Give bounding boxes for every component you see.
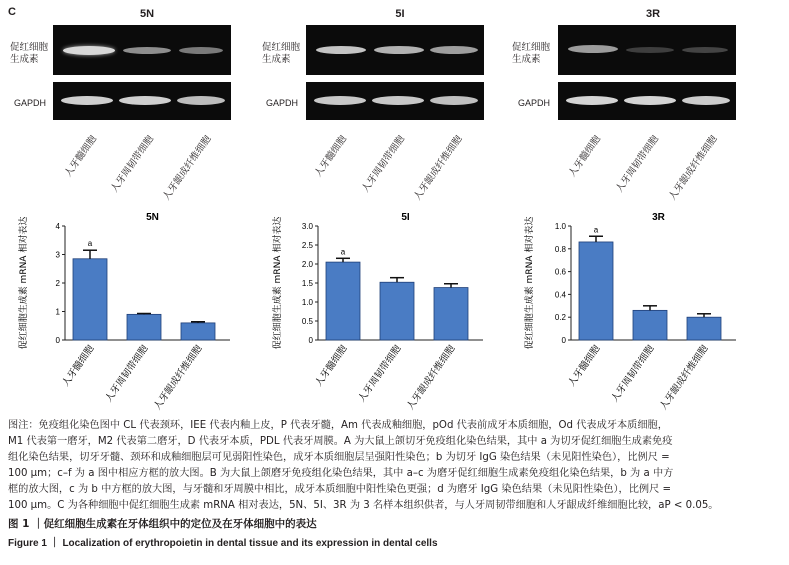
y-axis-label: 促红细胞生成素 mRNA 相对表达 bbox=[273, 216, 283, 350]
y-tick-label: 1.0 bbox=[301, 298, 313, 307]
legend-line: 组化染色结果，切牙牙髓、颈环和成釉细胞层可见弱阳性染色，成牙本质细胞层呈强阳性染色；b 为切牙 IgG 染色结果（未见阳性染色），比例尺 = bbox=[8, 452, 670, 463]
gel-row1-label: 促红细胞 生成素 bbox=[262, 42, 301, 65]
y-tick-label: 0.6 bbox=[554, 267, 566, 277]
panel-letter: C bbox=[8, 6, 16, 18]
y-axis-label: 促红细胞生成素 mRNA 相对表达 bbox=[525, 216, 535, 350]
y-tick-label: 2 bbox=[55, 279, 60, 288]
y-tick-label: 3.0 bbox=[301, 222, 313, 231]
gel-category-label: 人牙龈成纤维细胞 bbox=[160, 133, 214, 203]
bar bbox=[434, 288, 468, 340]
gel-category-label: 人牙髓细胞 bbox=[313, 133, 350, 179]
chart-title: 5N bbox=[146, 212, 159, 223]
y-tick-label: 2.5 bbox=[301, 241, 313, 250]
bar bbox=[633, 310, 667, 340]
y-axis-label: 促红细胞生成素 mRNA 相对表达 bbox=[19, 216, 29, 350]
legend-line: 100 μm。C 为各种细胞中促红细胞生成素 mRNA 相对表达，5N、5I、3R 为 3 名样本组织供者，与人牙周韧带细胞和人牙龈成纤维细胞比较，aP < 0.05。 bbox=[8, 500, 719, 511]
y-tick-label: 4 bbox=[55, 222, 60, 231]
bar bbox=[380, 282, 414, 340]
gel-row1-label: 促红细胞 生成素 bbox=[10, 42, 49, 65]
chart-title: 3R bbox=[652, 212, 665, 223]
legend-line: 100 μm；c–f 为 a 图中相应方框的放大图。B 为大鼠上颌磨牙免疫组化染色结果，其中 a–c 为磨牙促红细胞生成素免疫组化染色结果，b 为 a 中方 bbox=[8, 468, 674, 479]
y-tick-label: 0.8 bbox=[554, 244, 566, 254]
category-label: 人牙龈成纤维细胞 bbox=[151, 343, 205, 412]
significance-label: a bbox=[340, 247, 346, 257]
bar bbox=[326, 262, 360, 340]
y-tick-label: 0.4 bbox=[554, 290, 566, 300]
category-label: 人牙髓细胞 bbox=[60, 343, 97, 389]
y-tick-label: 1.0 bbox=[554, 222, 566, 231]
y-tick-label: 0 bbox=[55, 336, 60, 345]
figure-caption-en: Figure 1 ｜ Localization of erythropoietin in dental tissue and its expression in dental cells bbox=[8, 538, 438, 549]
figure-caption-cn: 图 1 ｜促红细胞生成素在牙体组织中的定位及在牙体细胞中的表达 bbox=[8, 518, 317, 530]
bar bbox=[181, 323, 215, 340]
category-label: 人牙髓细胞 bbox=[313, 343, 350, 389]
bar bbox=[127, 314, 161, 340]
y-tick-label: 0.5 bbox=[301, 317, 313, 326]
category-label: 人牙龈成纤维细胞 bbox=[657, 343, 711, 412]
y-tick-label: 2.0 bbox=[301, 260, 313, 269]
category-label: 人牙周韧带细胞 bbox=[609, 343, 657, 405]
gel-category-label: 人牙周韧带细胞 bbox=[109, 133, 157, 195]
category-label: 人牙龈成纤维细胞 bbox=[404, 343, 458, 412]
legend-line: 图注：免疫组化染色图中 CL 代表颈环，IEE 代表内釉上皮，P 代表牙髓，Am 代表成釉细胞，pOd 代表前成牙本质细胞，Od 代表成牙本质细胞， bbox=[8, 420, 668, 431]
gel-row2-label: GAPDH bbox=[14, 98, 47, 108]
gel-category-label: 人牙龈成纤维细胞 bbox=[411, 133, 465, 203]
y-tick-label: 1.5 bbox=[301, 279, 313, 288]
gel-row2-label: GAPDH bbox=[518, 98, 551, 108]
gel-category-label: 人牙周韧带细胞 bbox=[614, 133, 662, 195]
gel-category-label: 人牙周韧带细胞 bbox=[360, 133, 408, 195]
category-label: 人牙髓细胞 bbox=[566, 343, 603, 389]
gel-category-label: 人牙髓细胞 bbox=[63, 133, 100, 179]
y-tick-label: 0 bbox=[308, 336, 313, 345]
legend-line: 框的放大图，c 为 b 中方框的放大图，与牙髓和牙周膜中相比，成牙本质细胞中阳性染色更强；d 为磨牙 IgG 染色结果（未见阳性染色），比例尺 = bbox=[8, 484, 672, 495]
chart-title: 5I bbox=[401, 212, 410, 223]
y-tick-label: 0.2 bbox=[554, 313, 566, 323]
gel-category-label: 人牙龈成纤维细胞 bbox=[666, 133, 720, 203]
y-tick-label: 1 bbox=[55, 307, 60, 317]
y-tick-label: 3 bbox=[55, 250, 60, 260]
significance-label: a bbox=[593, 225, 599, 235]
category-label: 人牙周韧带细胞 bbox=[356, 343, 404, 405]
bar bbox=[579, 242, 613, 340]
gel-category-label: 人牙髓细胞 bbox=[567, 133, 604, 179]
y-tick-label: 0 bbox=[561, 336, 566, 345]
gel-row2-label: GAPDH bbox=[266, 98, 299, 108]
gel-row1-label: 促红细胞 生成素 bbox=[512, 42, 551, 65]
gel-title-3r: 3R bbox=[645, 8, 661, 20]
gel-title-5n: 5N bbox=[139, 8, 155, 20]
significance-label: a bbox=[87, 239, 93, 249]
gel-title-5i: 5I bbox=[395, 8, 405, 20]
legend-line: M1 代表第一磨牙，M2 代表第二磨牙，D 代表牙本质，PDL 代表牙周膜。A 为大鼠上颌切牙免疫组化染色结果，其中 a 为切牙促红细胞生成素免疫 bbox=[8, 436, 673, 447]
category-label: 人牙周韧带细胞 bbox=[103, 343, 151, 405]
bar bbox=[687, 317, 721, 340]
bar bbox=[73, 259, 107, 340]
